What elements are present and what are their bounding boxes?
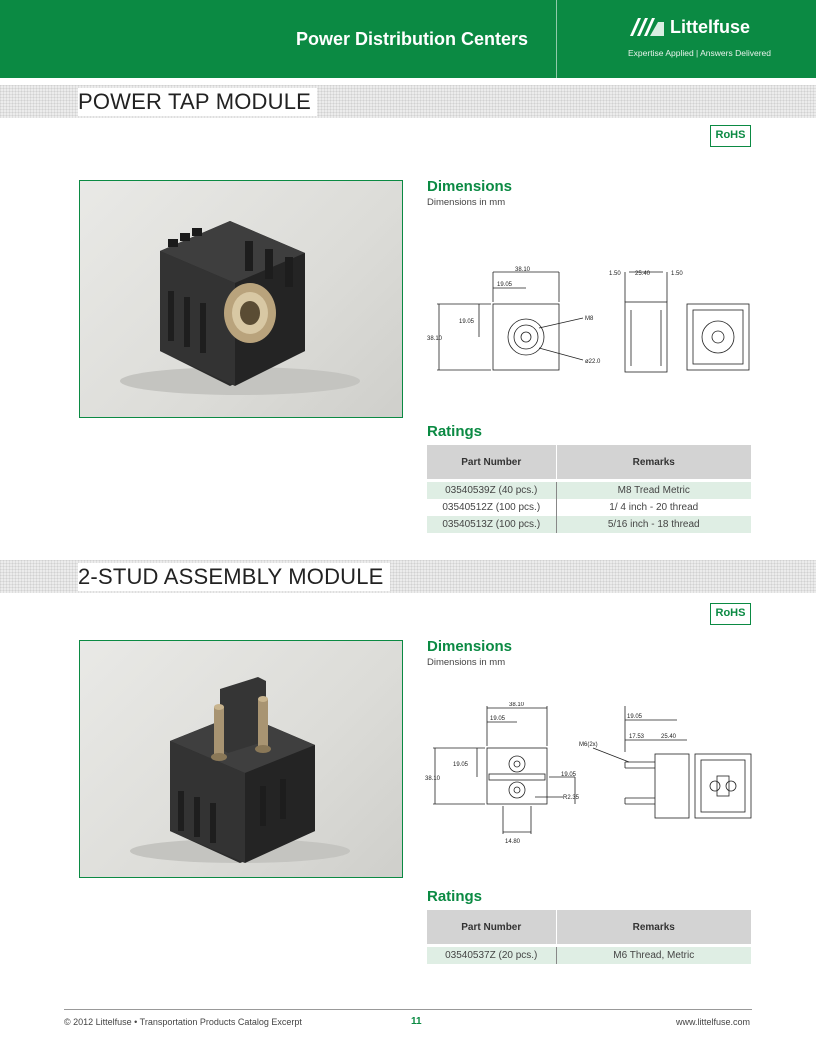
technical-drawing-power-tap [425, 262, 760, 382]
ratings-heading: Ratings [427, 888, 483, 905]
column-header-part-number: Part Number [427, 910, 556, 944]
table-row [427, 499, 751, 516]
dimensions-heading: Dimensions [427, 638, 513, 655]
rohs-badge: RoHS [710, 603, 751, 625]
dim-height-label: 38.10 [427, 336, 443, 342]
page-number: 11 [411, 1016, 422, 1027]
dim-radius-label: R2.35 [563, 795, 580, 801]
dim-thread-label: M8 [585, 316, 594, 322]
dimensions-note: Dimensions in mm [427, 197, 506, 208]
dim-half-width-label: 19.05 [497, 282, 513, 288]
dim-right-half-label: 19.05 [561, 772, 577, 778]
dimensions-heading: Dimensions [427, 178, 513, 195]
section-band-power-tap [0, 85, 816, 118]
dim-side-b-label: 25.40 [661, 734, 677, 740]
column-header-remarks: Remarks [556, 910, 751, 944]
table-row [427, 947, 751, 964]
littelfuse-logo-icon [628, 14, 666, 38]
column-header-remarks: Remarks [556, 445, 751, 479]
remarks-cell: 5/16 inch - 18 thread [556, 516, 751, 533]
ratings-table-power-tap [427, 445, 751, 533]
dim-stud-spacing-label: 14.80 [505, 839, 521, 845]
dim-side-top-label: 19.05 [627, 714, 643, 720]
dim-half-width-label: 19.05 [490, 716, 506, 722]
table-row [427, 516, 751, 533]
product-photo-power-tap [79, 180, 403, 418]
littelfuse-logo [628, 14, 772, 58]
column-header-part-number: Part Number [427, 445, 556, 479]
header-divider [556, 0, 557, 78]
part-number-cell: 03540513Z (100 pcs.) [427, 516, 556, 533]
dim-side-a-label: 17.53 [629, 734, 645, 740]
dim-diameter-label: ø22.0 [585, 359, 601, 365]
remarks-cell: M8 Tread Metric [556, 482, 751, 499]
dim-height-label: 38.10 [425, 776, 441, 782]
power-tap-module-image [80, 181, 402, 417]
2-stud-module-image [80, 641, 402, 877]
dimensions-note: Dimensions in mm [427, 657, 506, 668]
dim-half-height-label: 19.05 [453, 762, 469, 768]
section-band-2-stud [0, 560, 816, 593]
footer-website-link[interactable]: www.littelfuse.com [676, 1017, 751, 1027]
part-number-cell: 03540539Z (40 pcs.) [427, 482, 556, 499]
remarks-cell: M6 Thread, Metric [556, 947, 751, 964]
dim-width-label: 38.10 [515, 267, 531, 273]
header-title: Power Distribution Centers [296, 29, 529, 49]
remarks-cell: 1/ 4 inch - 20 thread [556, 499, 751, 516]
dim-half-height-label: 19.05 [459, 319, 475, 325]
ratings-table-2-stud [427, 910, 751, 964]
dim-width-label: 38.10 [509, 702, 525, 708]
rohs-badge: RoHS [710, 125, 751, 147]
dim-stud-label: M6(2x) [579, 742, 598, 748]
section-title: 2-STUD ASSEMBLY MODULE [78, 563, 390, 591]
part-number-cell: 03540512Z (100 pcs.) [442, 502, 541, 513]
footer-copyright: © 2012 Littelfuse • Transportation Products Catalog Excerpt [64, 1017, 302, 1027]
ratings-heading: Ratings [427, 423, 483, 440]
dim-side-gap-right: 1.50 [671, 271, 683, 277]
technical-drawing-2-stud [425, 702, 760, 848]
logo-tagline: Expertise Applied | Answers Delivered [628, 48, 772, 58]
dimension-drawing-2-stud [425, 702, 760, 848]
dimension-drawing-power-tap [425, 262, 760, 382]
page-header [0, 0, 816, 78]
table-row [427, 482, 751, 499]
product-photo-2-stud [79, 640, 403, 878]
dim-side-width: 25.40 [635, 271, 651, 277]
logo-wordmark: Littelfuse [670, 17, 751, 37]
dim-side-gap-left: 1.50 [609, 271, 621, 277]
part-number-cell: 03540537Z (20 pcs.) [427, 947, 556, 964]
footer-divider [64, 1009, 752, 1010]
section-title: POWER TAP MODULE [78, 88, 317, 116]
